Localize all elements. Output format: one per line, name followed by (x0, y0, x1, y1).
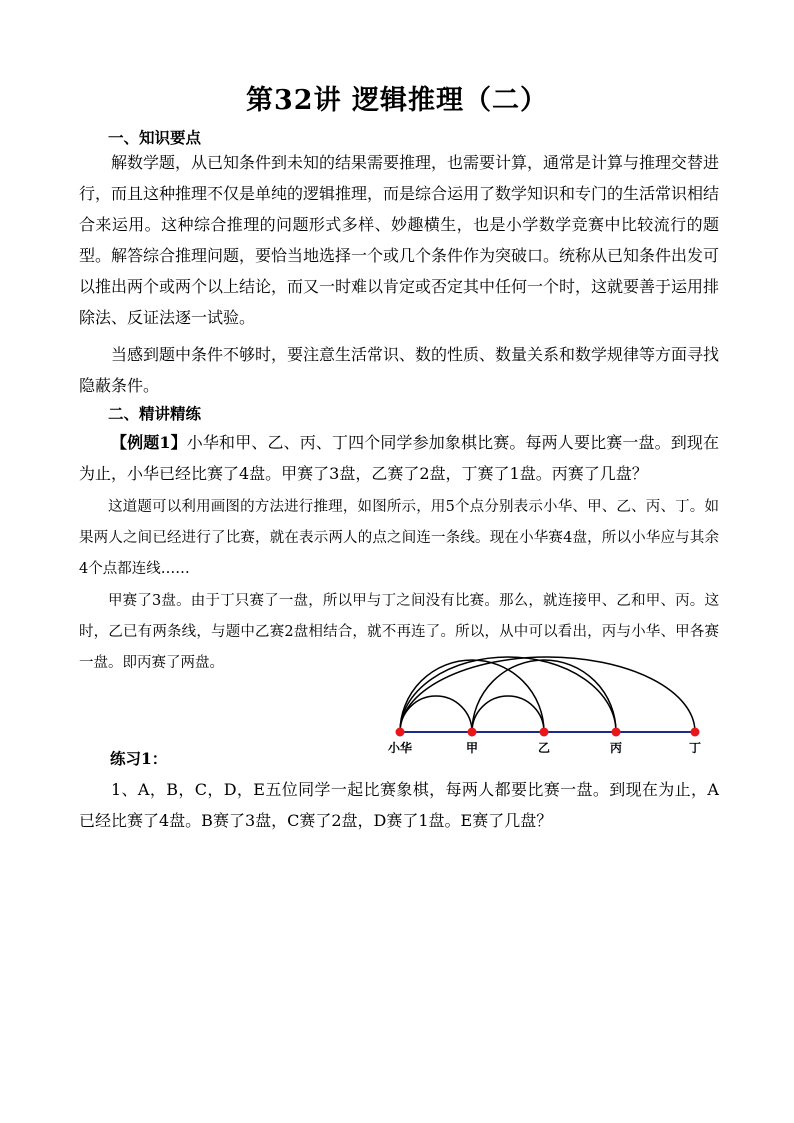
edge-1-2 (472, 696, 544, 732)
node-point-2 (540, 728, 549, 737)
section-heading-knowledge: 一、知识要点 (108, 128, 202, 147)
node-point-4 (691, 728, 700, 737)
section-heading-practice-explained: 二、精讲精练 (108, 404, 202, 423)
node-label-3: 丙 (609, 741, 623, 755)
paragraph-knowledge-3: 当感到题中条件不够时，要注意生活常识、数的性质、数量关系和数学规律等方面寻找隐蔽条件。 (79, 345, 720, 395)
node-label-2: 乙 (537, 741, 551, 755)
edge-0-3 (400, 657, 616, 732)
node-point-1 (468, 728, 477, 737)
node-point-0 (396, 728, 405, 737)
solution-paragraph-2: 甲赛了3盘。由于丁只赛了一盘，所以甲与丁之间没有比赛。那么，就连接甲、乙和甲、丙。这时，乙已有两条线，与题中乙赛2盘相结合，就不再连了。所以，从中可以看出，丙与小华、甲各赛一盘。即丙赛了两盘。 (79, 593, 719, 671)
paragraph-knowledge-1: 解数学题，从已知条件到未知的结果需要推理，也需要计算，通常是计算与推理交替进行，而且这种推理不仅是单纯的逻辑推理，而是综合运用了数学知识和专门的生活常识相结合来运用。这种综合推理的问题形式多样、妙趣横生，也是小学数学竞赛中比较流行的题型。 (79, 153, 720, 265)
example-1-question (79, 427, 719, 489)
arcs-group (400, 657, 695, 732)
node-labels-group (388, 740, 701, 755)
edge-0-1 (400, 696, 472, 732)
page-title: 第32讲 逻辑推理（二） (246, 85, 548, 116)
node-label-4: 丁 (688, 741, 702, 755)
node-label-0: 小华 (387, 741, 413, 755)
example-label: 【例题1】 (111, 433, 187, 452)
solution-paragraph-1: 这道题可以利用画图的方法进行推理，如图所示，用5个点分别表示小华、甲、乙、丙、丁。如果两人之间已经进行了比赛，就在表示两人的点之间连一条线。现在小华赛4盘，所以小华应与其余4个点都连线…… (79, 499, 719, 577)
example-text: 小华和甲、乙、丙、丁四个同学参加象棋比赛。每两人要比赛一盘。到现在为止，小华已经比赛了4盘。甲赛了3盘，乙赛了2盘，丁赛了1盘。丙赛了几盘？ (79, 433, 719, 483)
practice-heading: 练习1： (110, 749, 168, 768)
node-point-3 (612, 728, 621, 737)
paragraph-knowledge-2: 解答综合推理问题，要恰当地选择一个或几个条件作为突破口。统称从已知条件出发可以推出两个或两个以上结论，而又一时难以肯定或否定其中任何一个时，这就要善于运用排除法、反证法逐一试验。 (79, 246, 720, 327)
node-label-1: 甲 (465, 741, 479, 755)
match-graph-diagram (380, 650, 720, 760)
edge-0-4 (400, 657, 695, 732)
practice-question-1: 1、A，B，C，D，E五位同学一起比赛象棋，每两人都要比赛一盘。到现在为止，A已经比赛了4盘。B赛了3盘，C赛了2盘，D赛了1盘。E赛了几盘？ (79, 780, 719, 830)
